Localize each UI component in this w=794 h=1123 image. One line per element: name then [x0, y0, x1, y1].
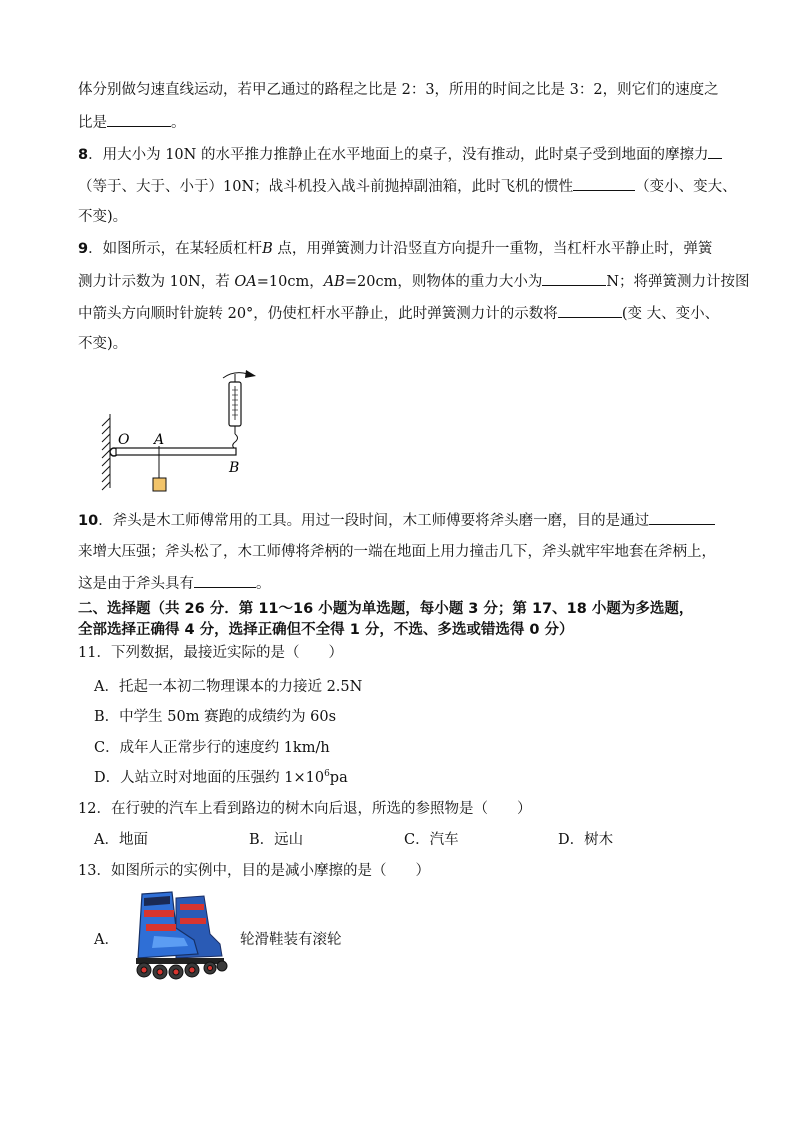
wall	[102, 414, 110, 490]
q11-option-b[interactable]: B．中学生 50m 赛跑的成绩约为 60s	[94, 709, 337, 725]
q8-number: 8	[78, 147, 89, 163]
q11-d-text: D．人站立时对地面的压强约 1×10	[94, 770, 325, 786]
q9-text-2a: 测力计示数为 10N，若	[78, 274, 235, 290]
section-2-heading-1: 二、选择题（共 26 分．第 11～16 小题为单选题，每小题 3 分；第 17、18 小题为多选题，	[78, 601, 694, 617]
q11-option-c[interactable]: C．成年人正常步行的速度约 1km/h	[94, 740, 330, 756]
q10-text-3b: 。	[256, 576, 271, 592]
q12-option-a[interactable]: A．地面	[94, 832, 148, 848]
q7-answer-blank[interactable]	[107, 112, 171, 127]
q11-option-a[interactable]: A．托起一本初二物理课本的力接近 2.5N	[94, 679, 363, 695]
q8-text-2a: （等于、大于、小于）10N；战斗机投入战斗前抛掉副油箱，此时飞机的惯性	[78, 179, 574, 195]
q13-option-a-caption: 轮滑鞋装有滚轮	[240, 932, 342, 948]
q13-stem: 13．如图所示的实例中，目的是减小摩擦的是（ ）	[78, 863, 430, 879]
section-2-heading-2: 全部选择正确得 4 分，选择正确但不全得 1 分，不选、多选或错选得 0 分）	[78, 622, 574, 638]
q9-text-2d: N；将弹簧测力计按图	[606, 274, 750, 290]
lever-figure	[96, 368, 268, 496]
q9-text-3a: 中箭头方向顺时针旋转 20°，仍使杠杆水平静止，此时弹簧测力计的示数将	[78, 306, 558, 322]
q7-line-1: 体分别做匀速直线运动，若甲乙通过的路程之比是 2：3，所用的时间之比是 3：2，则它们的速度之	[78, 82, 719, 98]
q8-line-3: 不变)。	[78, 209, 128, 225]
q9-line-1	[78, 239, 712, 259]
q9-blank-2[interactable]	[558, 303, 622, 318]
q8-line-1	[78, 144, 722, 165]
label-a: A	[154, 432, 165, 448]
q10-text-3a: 这是由于斧头具有	[78, 576, 194, 592]
roller-skate-image[interactable]	[124, 888, 230, 980]
q9-point-b: B	[262, 241, 273, 257]
label-b: B	[229, 460, 240, 476]
q9-oa: OA	[234, 274, 257, 290]
q11-option-d[interactable]	[94, 768, 348, 788]
q11-stem: 11．下列数据，最接近实际的是（ ）	[78, 645, 343, 661]
q9-text-2c: =20cm，则物体的重力大小为	[344, 274, 543, 290]
q7-end: 。	[171, 115, 186, 131]
q8-line-2	[78, 176, 737, 197]
spring-scale	[229, 374, 241, 448]
q9-blank-1[interactable]	[542, 271, 606, 286]
q9-text-3b: (变 大、变小、	[621, 306, 720, 322]
q10-line-1	[78, 510, 715, 531]
q8-blank-2[interactable]	[573, 176, 635, 191]
q12-option-c[interactable]: C．汽车	[404, 832, 459, 848]
q11-d-unit: pa	[329, 770, 348, 786]
q9-text-1b: 点，用弹簧测力计沿竖直方向提升一重物，当杠杆水平静止时，弹簧	[272, 241, 713, 257]
q9-line-3	[78, 303, 719, 324]
q12-option-d[interactable]: D．树木	[558, 832, 614, 848]
q10-line-2: 来增大压强；斧头松了，木工师傅将斧柄的一端在地面上用力撞击几下，斧头就牢牢地套在斧柄上，	[78, 544, 716, 560]
q13-option-a-label[interactable]: A．	[94, 932, 119, 948]
q8-text-2b: （变小、变大、	[635, 179, 737, 195]
q7-line-2	[78, 112, 186, 133]
q9-line-4: 不变)。	[78, 336, 128, 352]
arrow-head	[245, 370, 256, 378]
q12-stem: 12．在行驶的汽车上看到路边的树木向后退，所选的参照物是（ ）	[78, 801, 532, 817]
lever-bar	[116, 448, 236, 455]
weight-block	[153, 478, 166, 491]
q8-text-1: ．用大小为 10N 的水平推力推静止在水平地面上的桌子，没有推动，此时桌子受到地面的摩擦力	[88, 147, 709, 163]
q10-blank-1[interactable]	[649, 510, 715, 525]
q9-text-1a: ．如图所示，在某轻质杠杆	[88, 241, 263, 257]
q10-blank-2[interactable]	[194, 573, 256, 588]
q9-number: 9	[78, 241, 89, 257]
q11-d-exponent: 6	[324, 769, 330, 780]
q9-text-2b: =10cm，	[256, 274, 324, 290]
q10-number: 10	[78, 513, 99, 529]
q7-text: 比是	[78, 115, 107, 131]
q10-line-3	[78, 573, 271, 594]
label-o: O	[118, 432, 130, 448]
q9-line-2	[78, 271, 750, 292]
q10-text-1a: ．斧头是木工师傅常用的工具。用过一段时间，木工师傅要将斧头磨一磨，目的是通过	[98, 513, 650, 529]
q12-option-b[interactable]: B．远山	[249, 832, 304, 848]
q9-ab: AB	[323, 274, 345, 290]
q8-blank-1[interactable]	[708, 144, 722, 159]
